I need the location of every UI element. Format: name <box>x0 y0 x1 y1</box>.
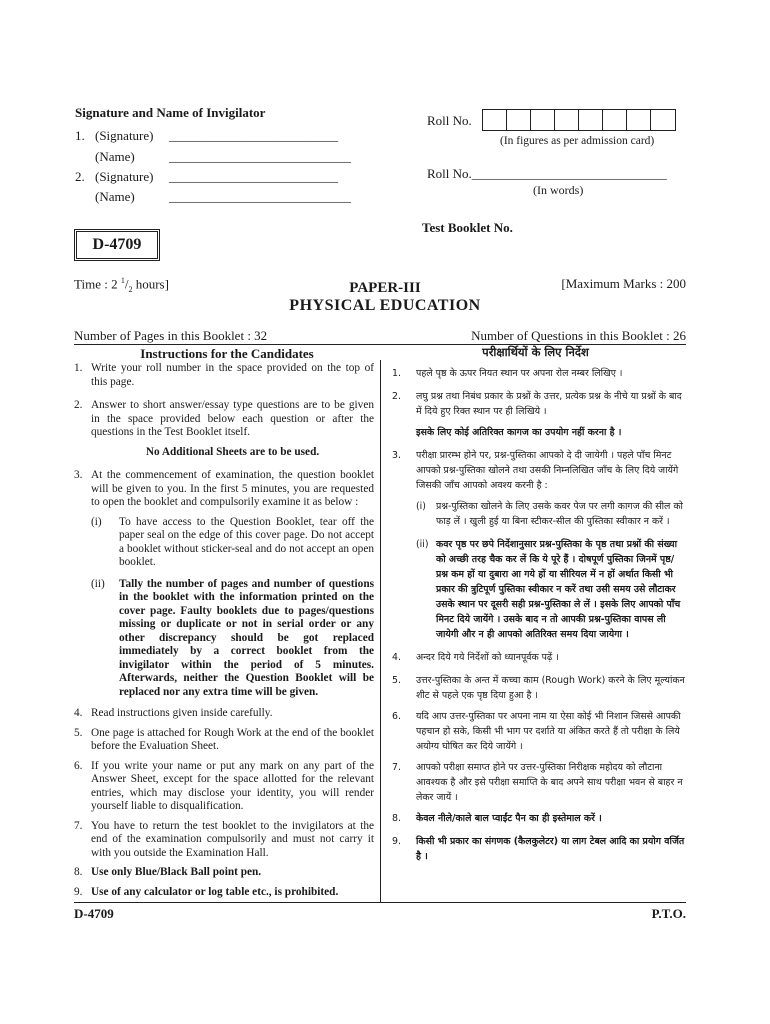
roll-number-words-field[interactable]: Roll No.______________________________ <box>427 166 667 181</box>
list-item: 9. Use of any calculator or log table etc., is prohibited. <box>74 885 339 898</box>
list-item: 6. यदि आप उत्तर-पुस्तिका पर अपना नाम या ऐसा कोई भी निशान जिससे आपकी पहचान हो सके, किसी भी भाग पर दर्शाते या अंकित करते हैं तो परीक्षा के लिये अयोग्य घोषित कर दिये जायेंगे । <box>392 711 681 752</box>
roll-number-label: Roll No. <box>427 113 472 128</box>
roll-digit-box[interactable] <box>531 110 555 130</box>
row-line: ____________________________ <box>169 149 351 164</box>
list-item: 2. Answer to short answer/essay type questions are to be given in the space provided below each question or after the questions in the Test Booklet itself. <box>74 399 374 438</box>
time-suffix: hours] <box>132 276 169 292</box>
time-fraction-denominator: 2 <box>128 284 133 294</box>
list-item: 5. उत्तर-पुस्तिका के अन्त में कच्चा काम (Rough Work) करने के लिए मूल्यांकन शीट से पहले एक पृष्ठ दिया हुआ है । <box>392 675 685 701</box>
footer-booklet-code: D-4709 <box>74 906 114 921</box>
roll-figures-note: (In figures as per admission card) <box>500 135 655 147</box>
no-additional-sheets-hi: इसके लिए कोई अतिरिक्त कागज का उपयोग नहीं करना है । <box>416 427 622 438</box>
roll-number-boxes[interactable] <box>482 109 676 131</box>
list-item: 3. At the commencement of examination, the question booklet will be given to you. In the first 5 minutes, you are requested to open the booklet and compulsorily examine it as below : <box>74 469 374 508</box>
list-item: 8. केवल नीले/काले बाल प्वाईंट पैन का ही इस्तेमाल करें । <box>392 813 602 824</box>
row-number: 2. <box>75 169 85 184</box>
row-number: 1. <box>75 128 85 143</box>
list-item: 1. पहले पृष्ठ के ऊपर नियत स्थान पर अपना रोल नम्बर लिखिए । <box>392 368 623 379</box>
booklet-code: D-4709 <box>74 229 160 261</box>
maximum-marks: [Maximum Marks : 200 <box>561 276 686 291</box>
invigilator-name-2 <box>75 189 351 205</box>
list-item: 5. One page is attached for Rough Work at the end of the booklet before the Evaluation Sheet. <box>74 726 374 752</box>
instructions-heading-en: Instructions for the Candidates <box>140 346 314 361</box>
divider-bottom <box>74 902 686 903</box>
sub-item: (ii) कवर पृष्ठ पर छपे निर्देशानुसार प्रश्न-पुस्तिका के पृष्ठ तथा प्रश्नों की संख्या को अच्छी तरह चैक कर लें कि ये पूरे हैं । दोषपूर्ण पुस्तिका जिनमें पृष्ठ/प्रश्न कम हों या दुबारा आ गये हों या सीरियल में न हों अर्थात किसी भी प्रकार की त्रुटिपूर्ण पुस्तिका स्वीकार न करें तथा उसी समय उसे लौटाकर उसके स्थान पर दूसरी सही प्रश्न-पुस्तिका ले लें । इसके लिए आपको पाँच मिनट दिये जायेंगे । उसके बाद न तो आपकी प्रश्न-पुस्तिका वापस ली जायेगी और न ही आपको अतिरिक्त समय दिया जायेगा । <box>416 539 681 640</box>
instructions-heading-hi: परीक्षार्थियों के लिए निर्देश <box>482 345 589 359</box>
list-item: 1. Write your roll number in the space provided on the top of this page. <box>74 362 374 388</box>
list-item: 6. If you write your name or put any mark on any part of the Answer Sheet, except for the space allotted for the relevant entries, which may disclose your identity, you will render yourself liable to disqualification. <box>74 759 374 812</box>
list-item: 4. अन्दर दिये गये निर्देशों को ध्यानपूर्वक पढ़ें । <box>392 652 559 663</box>
roll-digit-box[interactable] <box>651 110 675 130</box>
time-fraction-numerator: 1 <box>120 276 125 285</box>
invigilator-signature-2 <box>75 169 338 185</box>
list-item: 2. लघु प्रश्न तथा निबंध प्रकार के प्रश्नों के उत्तर, प्रत्येक प्रश्न के नीचे या प्रश्नों के बाद में दिये हुए रिक्त स्थान पर ही लिखिये । <box>392 391 682 417</box>
pages-count: Number of Pages in this Booklet : 32 <box>74 328 268 343</box>
list-item: 9. किसी भी प्रकार का संगणक (कैलकुलेटर) या लाग टेबल आदि का प्रयोग वर्जित है । <box>392 836 685 862</box>
questions-count: Number of Questions in this Booklet : 26 <box>471 328 686 343</box>
column-divider <box>380 360 381 902</box>
list-item: 7. You have to return the test booklet to the invigilators at the end of the examination compulsorily and must not carry it with you outside the Examination Hall. <box>74 819 374 859</box>
roll-digit-box[interactable] <box>603 110 627 130</box>
roll-digit-box[interactable] <box>483 110 507 130</box>
row-line: __________________________ <box>169 128 338 143</box>
invigilator-title: Signature and Name of Invigilator <box>75 105 266 120</box>
row-label: (Signature) <box>95 128 154 143</box>
paper-title: PAPER-III <box>349 280 421 296</box>
roll-digit-box[interactable] <box>555 110 579 130</box>
subject-title: PHYSICAL EDUCATION <box>289 297 481 314</box>
roll-words-note: (In words) <box>533 183 584 197</box>
time-prefix: Time : 2 <box>74 276 121 292</box>
list-item: 3. परीक्षा प्रारम्भ होने पर, प्रश्न-पुस्तिका आपको दे दी जायेगी । पहले पाँच मिनट आपको प्रश्न-पुस्तिका खोलने तथा उसकी निम्नलिखित जाँच के लिए दिये जायेंगे जिसकी जाँच आपको अवश्य करनी है : <box>392 450 679 491</box>
row-line: ____________________________ <box>169 189 351 204</box>
roll-digit-box[interactable] <box>579 110 603 130</box>
sub-item: (i) प्रश्न-पुस्तिका खोलने के लिए उसके कवर पेज पर लगी कागज की सील को फाड़ लें । खुली हुई या बिना स्टीकर-सील की पुस्तिका स्वीकार न करें । <box>416 501 683 527</box>
instructions-hi <box>392 366 686 870</box>
test-booklet-number-label: Test Booklet No. <box>422 220 513 235</box>
roll-digit-box[interactable] <box>507 110 531 130</box>
sub-item: (i) To have access to the Question Booklet, tear off the paper seal on the edge of this cover page. Do not accept a booklet without sticker-seal and do not accept an open booklet. <box>91 515 374 568</box>
row-line: __________________________ <box>169 169 338 184</box>
list-item: 8. Use only Blue/Black Ball point pen. <box>74 866 262 878</box>
row-label: (Signature) <box>95 169 154 184</box>
list-item: 7. आपको परीक्षा समाप्त होने पर उत्तर-पुस्तिका निरीक्षक महोदय को लौटाना आवश्यक है और इसे परीक्षा समाप्ति के बाद अपने साथ परीक्षा भवन से बाहर न लेकर जायें । <box>392 762 683 803</box>
row-label: (Name) <box>95 149 135 164</box>
invigilator-signature-1 <box>75 128 338 144</box>
no-additional-sheets: No Additional Sheets are to be used. <box>145 445 320 458</box>
row-label: (Name) <box>95 189 135 204</box>
time-fraction-slash: / <box>124 276 129 292</box>
sub-item: (ii) Tally the number of pages and number of questions in the booklet with the information printed on the cover page. Faulty booklets due to pages/questions missing or duplicate or not in serial order or any other discrepancy should be got replaced immediately by a correct booklet from the invigilator within the period of 5 minutes. Afterwards, neither the Question Booklet will be replaced nor any extra time will be given. <box>91 577 374 698</box>
roll-digit-box[interactable] <box>627 110 651 130</box>
please-turn-over: P.T.O. <box>651 906 686 921</box>
invigilator-name-1 <box>75 149 351 165</box>
list-item: 4. Read instructions given inside carefully. <box>74 707 273 719</box>
instructions-en <box>74 362 374 909</box>
